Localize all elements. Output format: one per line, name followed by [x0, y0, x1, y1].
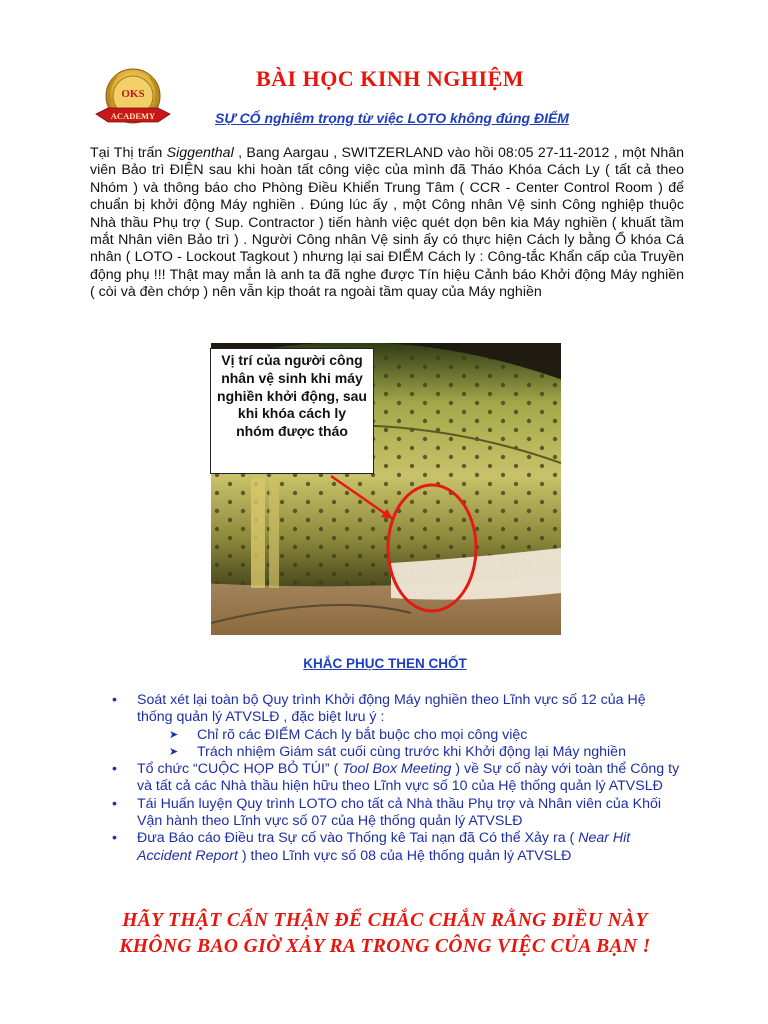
list-item [112, 692, 682, 761]
bullet-icon: • [112, 692, 117, 708]
fixes-heading: KHẮC PHỤC THEN CHỐT [303, 656, 467, 671]
logo-top-text: OKS [121, 88, 145, 100]
logo-ribbon-text: ACADEMY [110, 111, 156, 121]
bullet-icon: • [112, 761, 117, 778]
fix-item-2a: Tổ chức “CUỘC HỌP BỎ TÚI” ( [137, 761, 343, 778]
page-title: BÀI HỌC KINH NGHIỆM [255, 66, 525, 91]
incident-description [90, 145, 684, 302]
fix-subitem-1: Chỉ rõ các ĐIỂM Cách ly bắt buộc cho mọi công việc [197, 726, 528, 743]
intro-town: Siggenthal [166, 145, 234, 161]
warning-line-1: HÃY THẬT CẨN THẬN ĐỂ CHẮC CHẮN RẰNG ĐIỀU NÀY [122, 910, 648, 931]
photo-callout: Vị trí của người công nhân vệ sinh khi máy nghiền khởi động, sau khi khóa cách ly nhóm được tháo [210, 348, 374, 474]
list-item [112, 796, 682, 831]
fix-item-4b: Near Hit Accident Report [137, 830, 631, 864]
bullet-icon: • [112, 795, 117, 812]
list-item [169, 727, 682, 744]
fix-item-2c: ) về Sự cố này với toàn thể Công ty và tất cả các Nhà thầu hiện hữu theo Lĩnh vực số 10 của Hệ thống quản lý ATVSLĐ [137, 761, 680, 795]
fix-item-1: Soát xét lại toàn bộ Quy trình Khởi động Máy nghiền theo Lĩnh vực số 12 của Hệ thống quản lý ATVSLĐ , đặc biệt lưu ý : [137, 692, 646, 726]
fix-subitem-2: Trách nhiệm Giám sát cuối cùng trước khi Khởi động lại Máy nghiền [197, 743, 626, 760]
list-item [112, 761, 682, 796]
fix-item-3: Tái Huấn luyện Quy trình LOTO cho tất cả Nhà thầu Phụ trợ và Nhân viên của Khối Vận hành theo Lĩnh vực số 07 của Hệ thống quản lý ATVSLĐ [137, 795, 662, 830]
intro-text-rest: , Bang Aargau , SWITZERLAND vào hồi 08:05 27-11-2012 , một Nhân viên Bảo trì ĐIỆN sau khi hoàn tất công việc của mình đã Tháo Khóa Cách Ly ( tất cả theo Nhóm ) và thông báo cho Phòng Điều Khiển Trung Tâm ( CCR - Center Control Room ) để chuẩn bị khởi động Máy nghiền . Đúng lúc ấy , một Công nhân Vệ sinh Công nghiệp thuộc Nhà thầu Phụ trợ ( Sup. Contractor ) tiến hành việc quét dọn bên kia Máy nghiền ( khuất tầm mắt Nhân viên Bảo trì ) . Người Công nhân Vệ sinh ấy có thực hiện Cách ly bằng Ổ khóa Cá nhân ( LOTO - Lockout Tagkout ) nhưng lại sai ĐIỂM Cách ly : Công-tắc Khẩn cấp của Truyền động phụ !!! Thật may mắn là anh ta đã nghe được Tín hiệu Cảnh báo Khởi động Máy nghiền ( còi và đèn chớp ) nên vẫn kịp thoát ra ngoài tầm quay của Máy nghiền [90, 145, 684, 301]
list-item [112, 830, 682, 865]
fix-sublist [137, 727, 682, 762]
closing-warning [60, 908, 710, 960]
fix-item-2b: Tool Box Meeting [342, 761, 452, 778]
page-subtitle: SỰ CỐ nghiêm trọng từ việc LOTO không đúng ĐIỂM [215, 110, 569, 126]
oks-academy-logo [92, 66, 174, 132]
fixes-list [112, 692, 682, 865]
bullet-icon: • [112, 830, 117, 847]
arrow-bullet-icon: ➤ [169, 745, 179, 758]
arrow-bullet-icon: ➤ [169, 728, 179, 741]
intro-text-start: Tại Thị trấn [90, 145, 167, 161]
warning-line-2: KHÔNG BAO GIỜ XẢY RA TRONG CÔNG VIỆC CỦA BẠN ! [119, 936, 651, 957]
list-item [169, 744, 682, 761]
fix-item-4c: ) theo Lĩnh vực số 08 của Hệ thống quản lý ATVSLĐ [237, 847, 572, 864]
fix-item-4a: Đưa Báo cáo Điều tra Sự cố vào Thống kê Tai nạn đã Có thể Xảy ra ( [137, 830, 579, 847]
